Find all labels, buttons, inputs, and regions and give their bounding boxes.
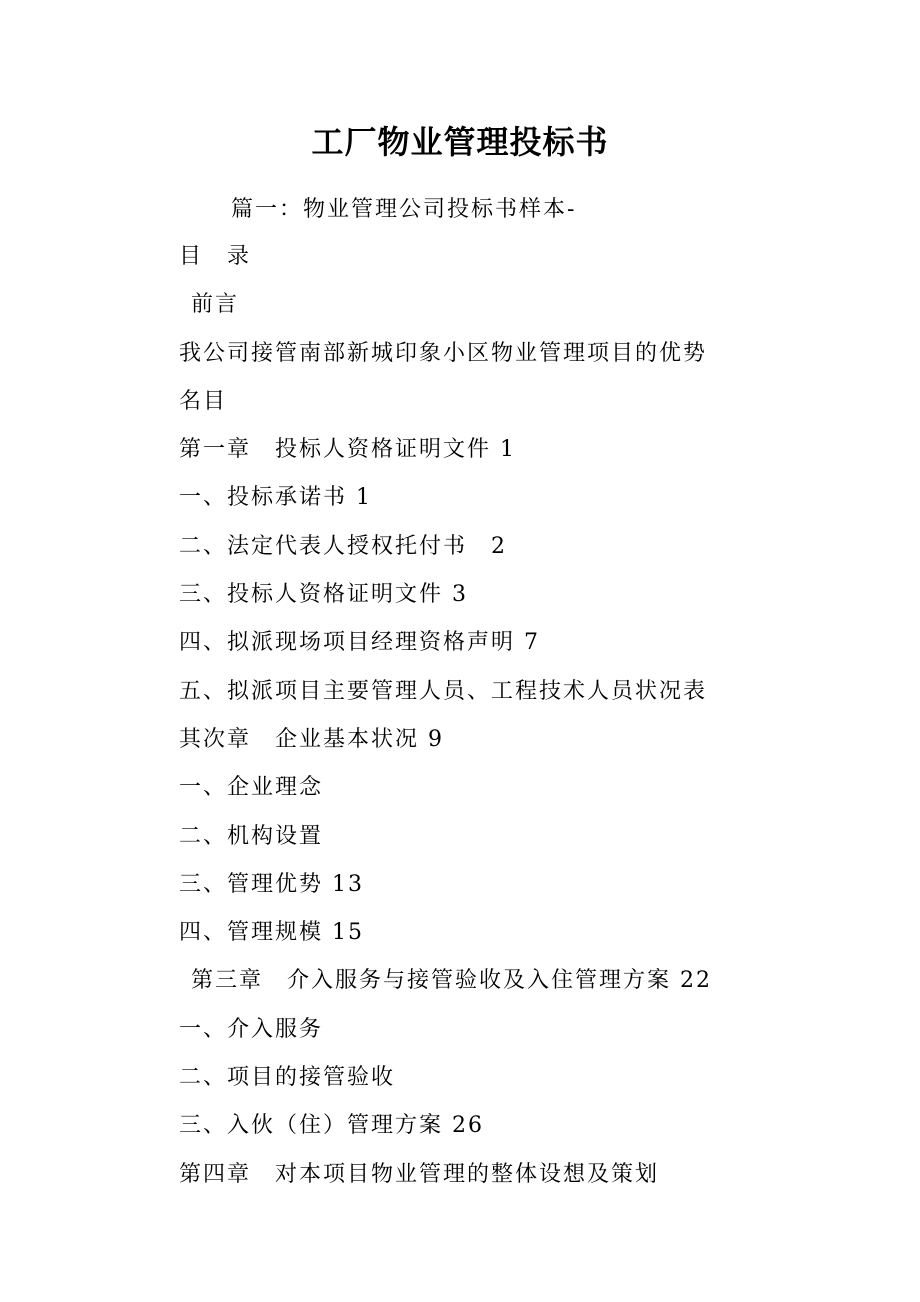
- toc-line: 我公司接管南部新城印象小区物业管理项目的优势: [179, 340, 708, 366]
- toc-line: 四、拟派现场项目经理资格声明 7: [179, 630, 540, 656]
- toc-line: 二、法定代表人授权托付书 2: [179, 533, 507, 559]
- toc-line: 一、投标承诺书 1: [179, 485, 372, 511]
- toc-line: 第三章 介入服务与接管验收及入住管理方案 22: [191, 968, 712, 994]
- toc-line: 五、拟派项目主要管理人员、工程技术人员状况表: [179, 678, 708, 704]
- toc-line: 四、管理规模 15: [179, 920, 364, 946]
- toc-line: 二、机构设置: [179, 823, 324, 849]
- toc-line: 一、介入服务: [179, 1016, 324, 1042]
- toc-line: 前言: [191, 292, 240, 318]
- toc-line: 二、项目的接管验收: [179, 1065, 396, 1091]
- toc-line: 其次章 企业基本状况 9: [179, 726, 444, 752]
- table-of-contents: [179, 238, 739, 1204]
- toc-line: 三、入伙（住）管理方案 26: [179, 1113, 484, 1139]
- document-title: 工厂物业管理投标书: [311, 123, 609, 161]
- toc-line: 三、投标人资格证明文件 3: [179, 582, 468, 608]
- toc-line: 一、企业理念: [179, 775, 324, 801]
- toc-line: 目 录: [179, 244, 252, 269]
- toc-line: 名目: [179, 388, 228, 414]
- toc-line: 第一章 投标人资格证明文件 1: [179, 437, 516, 463]
- toc-line: 第四章 对本项目物业管理的整体设想及策划: [179, 1161, 660, 1187]
- toc-line: 三、管理优势 13: [179, 871, 364, 897]
- document-subtitle: 篇一：物业管理公司投标书样本-: [231, 197, 577, 222]
